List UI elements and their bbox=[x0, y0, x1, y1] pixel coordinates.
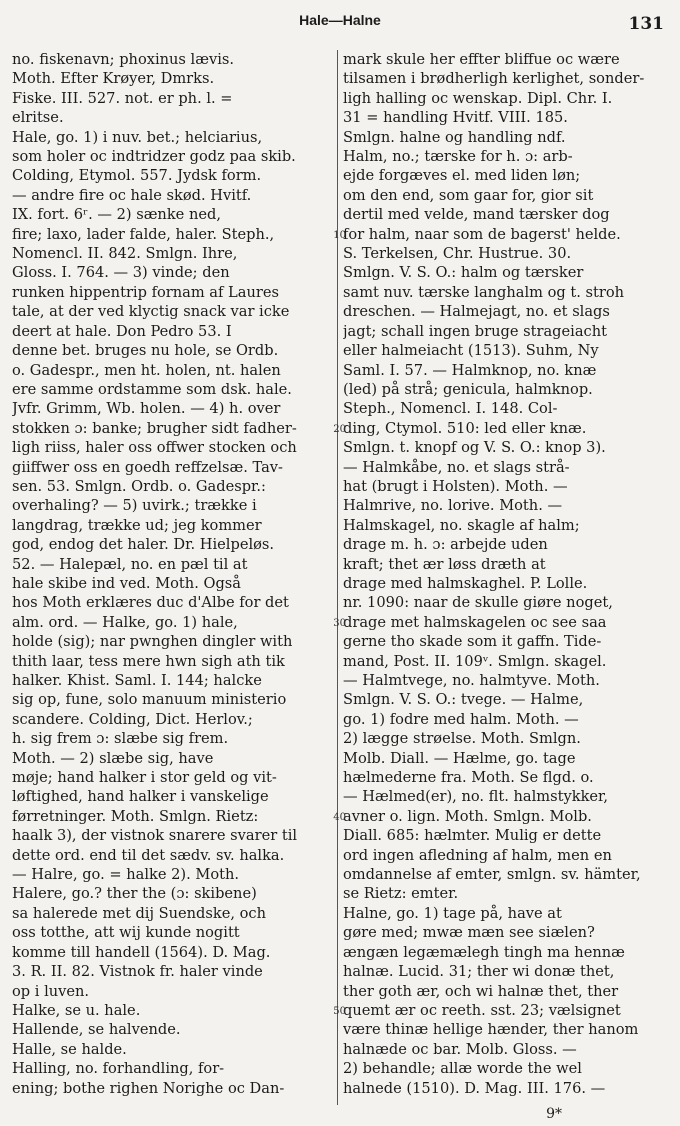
text-line: se Rietz: emter. bbox=[343, 885, 459, 903]
text-line: ther goth ær, och wi halnæ thet, ther bbox=[343, 982, 619, 1000]
text-line: IX. fort. 6ʳ. — 2) sænke ned, bbox=[12, 206, 221, 224]
text-line: oss totthe, att wij kunde nogitt bbox=[12, 924, 240, 942]
text-line: sen. 53. Smlgn. Ordb. o. Gadespr.: bbox=[12, 477, 266, 495]
text-line: som holer oc indtridzer godz paa skib. bbox=[12, 148, 296, 166]
text-line: Jvfr. Grimm, Wb. holen. — 4) h. over bbox=[12, 400, 281, 418]
text-line: halnæde oc bar. Molb. Gloss. — bbox=[343, 1040, 577, 1058]
text-line: møje; hand halker i stor geld og vit- bbox=[12, 769, 277, 787]
text-line: go. 1) fodre med halm. Moth. — bbox=[343, 710, 579, 728]
text-line: 2) behandle; allæ worde the wel bbox=[343, 1060, 582, 1078]
text-line: eller halmeiacht (1513). Suhm, Ny bbox=[343, 342, 599, 360]
text-line: Saml. I. 57. — Halmknop, no. knæ bbox=[343, 361, 597, 379]
text-line: giiffwer oss en goedh reffzelsæ. Tav- bbox=[12, 458, 283, 476]
text-line: — Halmkåbe, no. et slags strå- bbox=[343, 458, 570, 476]
text-line: dette ord. end til det sædv. sv. halka. bbox=[12, 846, 285, 864]
text-line: — Hælmed(er), no. flt. halmstykker, bbox=[343, 788, 609, 806]
text-line: Halle, se halde. bbox=[12, 1040, 127, 1058]
text-line: op i luven. bbox=[12, 982, 90, 1000]
text-line: drage med halmskaghel. P. Lolle. bbox=[343, 574, 588, 592]
text-line: Colding, Etymol. 557. Jydsk form. bbox=[12, 167, 262, 185]
text-line: Halmskagel, no. skagle af halm; bbox=[343, 516, 580, 534]
text-line: Halmrive, no. lorive. Moth. — bbox=[343, 497, 563, 515]
text-line: Steph., Nomencl. I. 148. Col- bbox=[343, 400, 558, 418]
line-number: 40 bbox=[333, 812, 346, 823]
text-line: gerne tho skade som it gaffn. Tide- bbox=[343, 633, 602, 651]
left-column bbox=[12, 50, 330, 1098]
column-divider bbox=[337, 50, 338, 1105]
text-line: 31 = handling Hvitf. VIII. 185. bbox=[343, 109, 568, 127]
text-line: Halke, se u. hale. bbox=[12, 1001, 141, 1019]
line-number: 20 bbox=[333, 424, 346, 435]
text-line: Gloss. I. 764. — 3) vinde; den bbox=[12, 264, 230, 282]
text-line: o. Gadespr., men ht. holen, nt. halen bbox=[12, 361, 281, 379]
text-line: holde (sig); nar pwnghen dingler with bbox=[12, 633, 293, 651]
text-line: quemt ær oc reeth. sst. 23; vælsignet bbox=[343, 1001, 621, 1019]
text-line: tilsamen i brødherligh kerlighet, sonder- bbox=[343, 70, 645, 88]
text-line: løftighed, hand halker i vanskelige bbox=[12, 788, 269, 806]
text-line: mark skule her effter bliffue oc wære bbox=[343, 51, 620, 68]
text-line: førretninger. Moth. Smlgn. Rietz: bbox=[12, 807, 259, 825]
text-line: nr. 1090: naar de skulle giøre noget, bbox=[343, 594, 613, 612]
signature-mark: 9* bbox=[546, 1106, 562, 1122]
text-line: drage m. h. ɔ: arbejde uden bbox=[343, 536, 548, 554]
text-line: Hallende, se halvende. bbox=[12, 1021, 181, 1039]
text-line: sig op, fune, solo manuum ministerio bbox=[12, 691, 287, 709]
text-line: hale skibe ind ved. Moth. Også bbox=[12, 574, 241, 592]
running-head: Hale—Halne bbox=[299, 12, 381, 28]
text-line: Molb. Diall. — Hælme, go. tage bbox=[343, 749, 576, 767]
text-line: halnede (1510). D. Mag. III. 176. — bbox=[343, 1079, 606, 1097]
text-line: komme till handell (1564). D. Mag. bbox=[12, 943, 271, 961]
text-line: om den end, som gaar for, gior sit bbox=[343, 186, 594, 204]
text-line: avner o. lign. Moth. Smlgn. Molb. bbox=[343, 807, 592, 825]
text-line: h. sig frem ɔ: slæbe sig frem. bbox=[12, 730, 229, 748]
text-line: S. Terkelsen, Chr. Hustrue. 30. bbox=[343, 245, 572, 263]
page-header bbox=[0, 6, 680, 36]
text-line: Smlgn. V. S. O.: halm og tærsker bbox=[343, 264, 584, 282]
text-line: runken hippentrip fornam af Laures bbox=[12, 283, 279, 301]
text-line: for halm, naar som de bagerst' helde. bbox=[343, 225, 621, 243]
text-line: ord ingen afledning af halm, men en bbox=[343, 846, 612, 864]
text-line: dertil med velde, mand tærsker dog bbox=[343, 206, 610, 224]
text-line: elritse. bbox=[12, 109, 64, 127]
text-line: samt nuv. tærske langhalm og t. stroh bbox=[343, 283, 625, 301]
text-line: denne bet. bruges nu hole, se Ordb. bbox=[12, 342, 279, 360]
text-line: haalk 3), der vistnok snarere svarer til bbox=[12, 827, 298, 845]
text-line: god, endog det haler. Dr. Hielpeløs. bbox=[12, 536, 275, 554]
text-line: ligh halling oc wenskap. Dipl. Chr. I. bbox=[343, 89, 613, 107]
text-line: halker. Khist. Saml. I. 144; halcke bbox=[12, 672, 262, 689]
text-line: — andre fire oc hale skød. Hvitf. bbox=[12, 186, 252, 204]
text-line: Halm, no.; tærske for h. ɔ: arb- bbox=[343, 148, 573, 166]
text-line: halnæ. Lucid. 31; ther wi donæ thet, bbox=[343, 963, 615, 981]
text-line: omdannelse af emter, smlgn. sv. hämter, bbox=[343, 866, 641, 884]
text-line: Diall. 685: hælmter. Mulig er dette bbox=[343, 827, 602, 845]
text-line: scandere. Colding, Dict. Herlov.; bbox=[12, 710, 253, 728]
text-line: ening; bothe righen Norighe oc Dan- bbox=[12, 1079, 285, 1097]
text-line: Moth. — 2) slæbe sig, have bbox=[12, 749, 214, 767]
text-line: hælmederne fra. Moth. Se flgd. o. bbox=[343, 769, 594, 787]
text-line: dreschen. — Halmejagt, no. et slags bbox=[343, 303, 610, 321]
text-line: mand, Post. II. 109ᵛ. Smlgn. skagel. bbox=[343, 652, 607, 670]
text-line: være thinæ hellige hænder, ther hanom bbox=[343, 1021, 639, 1039]
text-line: thith laar, tess mere hwn sigh ath tik bbox=[12, 652, 285, 670]
text-line: gøre med; mwæ mæn see siælen? bbox=[343, 924, 595, 942]
text-line: 2) lægge strøelse. Moth. Smlgn. bbox=[343, 730, 581, 748]
page-number: 131 bbox=[628, 14, 664, 34]
text-line: Halne, go. 1) tage på, have at bbox=[343, 904, 562, 922]
text-line: alm. ord. — Halke, go. 1) hale, bbox=[12, 613, 238, 631]
text-line: — Halre, go. = halke 2). Moth. bbox=[12, 866, 240, 884]
text-line: (led) på strå; genicula, halmknop. bbox=[343, 380, 593, 398]
text-line: ængæn legæmælegh tingh ma hennæ bbox=[343, 943, 625, 961]
text-line: deert at hale. Don Pedro 53. I bbox=[12, 322, 232, 340]
text-line: Smlgn. t. knopf og V. S. O.: knop 3). bbox=[343, 439, 606, 457]
line-number: 30 bbox=[333, 618, 346, 629]
text-line: ding, Ctymol. 510: led eller knæ. bbox=[343, 419, 587, 437]
text-line: kraft; thet ær løss dræth at bbox=[343, 555, 546, 573]
text-line: — Halmtvege, no. halmtyve. Moth. bbox=[343, 672, 600, 689]
text-line: Halling, no. forhandling, for- bbox=[12, 1060, 225, 1078]
text-line: ere samme ordstamme som dsk. hale. bbox=[12, 380, 292, 398]
text-line: ligh riiss, haler oss offwer stocken och bbox=[12, 439, 297, 457]
text-line: overhaling? — 5) uvirk.; trække i bbox=[12, 497, 257, 515]
text-line: ejde forgæves el. med liden løn; bbox=[343, 167, 581, 185]
text-line: Hale, go. 1) i nuv. bet.; helciarius, bbox=[12, 128, 263, 146]
text-line: hat (brugt i Holsten). Moth. — bbox=[343, 477, 568, 495]
text-line: sa halerede met dij Suendske, och bbox=[12, 904, 266, 922]
text-line: 52. — Halepæl, no. en pæl til at bbox=[12, 555, 248, 573]
text-line: Halere, go.? ther the (ɔ: skibene) bbox=[12, 885, 257, 903]
text-line: hos Moth erklæres duc d'Albe for det bbox=[12, 594, 289, 612]
text-line: Nomencl. II. 842. Smlgn. Ihre, bbox=[12, 245, 238, 263]
text-line: fire; laxo, lader falde, haler. Steph., bbox=[12, 225, 275, 243]
text-line: Moth. Efter Krøyer, Dmrks. bbox=[12, 70, 215, 88]
text-line: tale, at der ved klyctig snack var icke bbox=[12, 303, 290, 321]
text-line: 3. R. II. 82. Vistnok fr. haler vinde bbox=[12, 963, 263, 981]
text-line: Fiske. III. 527. not. er ph. l. = bbox=[12, 89, 233, 107]
text-line: stokken ɔ: banke; brugher sidt fadher- bbox=[12, 419, 297, 437]
text-line: langdrag, trække ud; jeg kommer bbox=[12, 516, 262, 534]
text-line: no. fiskenavn; phoxinus lævis. bbox=[12, 51, 234, 68]
text-line: drage met halmskagelen oc see saa bbox=[343, 613, 607, 631]
line-number: 50 bbox=[333, 1006, 346, 1017]
text-line: jagt; schall ingen bruge strageiacht bbox=[343, 322, 607, 340]
line-number: 10 bbox=[333, 230, 346, 241]
right-column bbox=[343, 50, 668, 1098]
text-line: Smlgn. halne og handling ndf. bbox=[343, 128, 566, 146]
text-line: Smlgn. V. S. O.: tvege. — Halme, bbox=[343, 691, 584, 709]
